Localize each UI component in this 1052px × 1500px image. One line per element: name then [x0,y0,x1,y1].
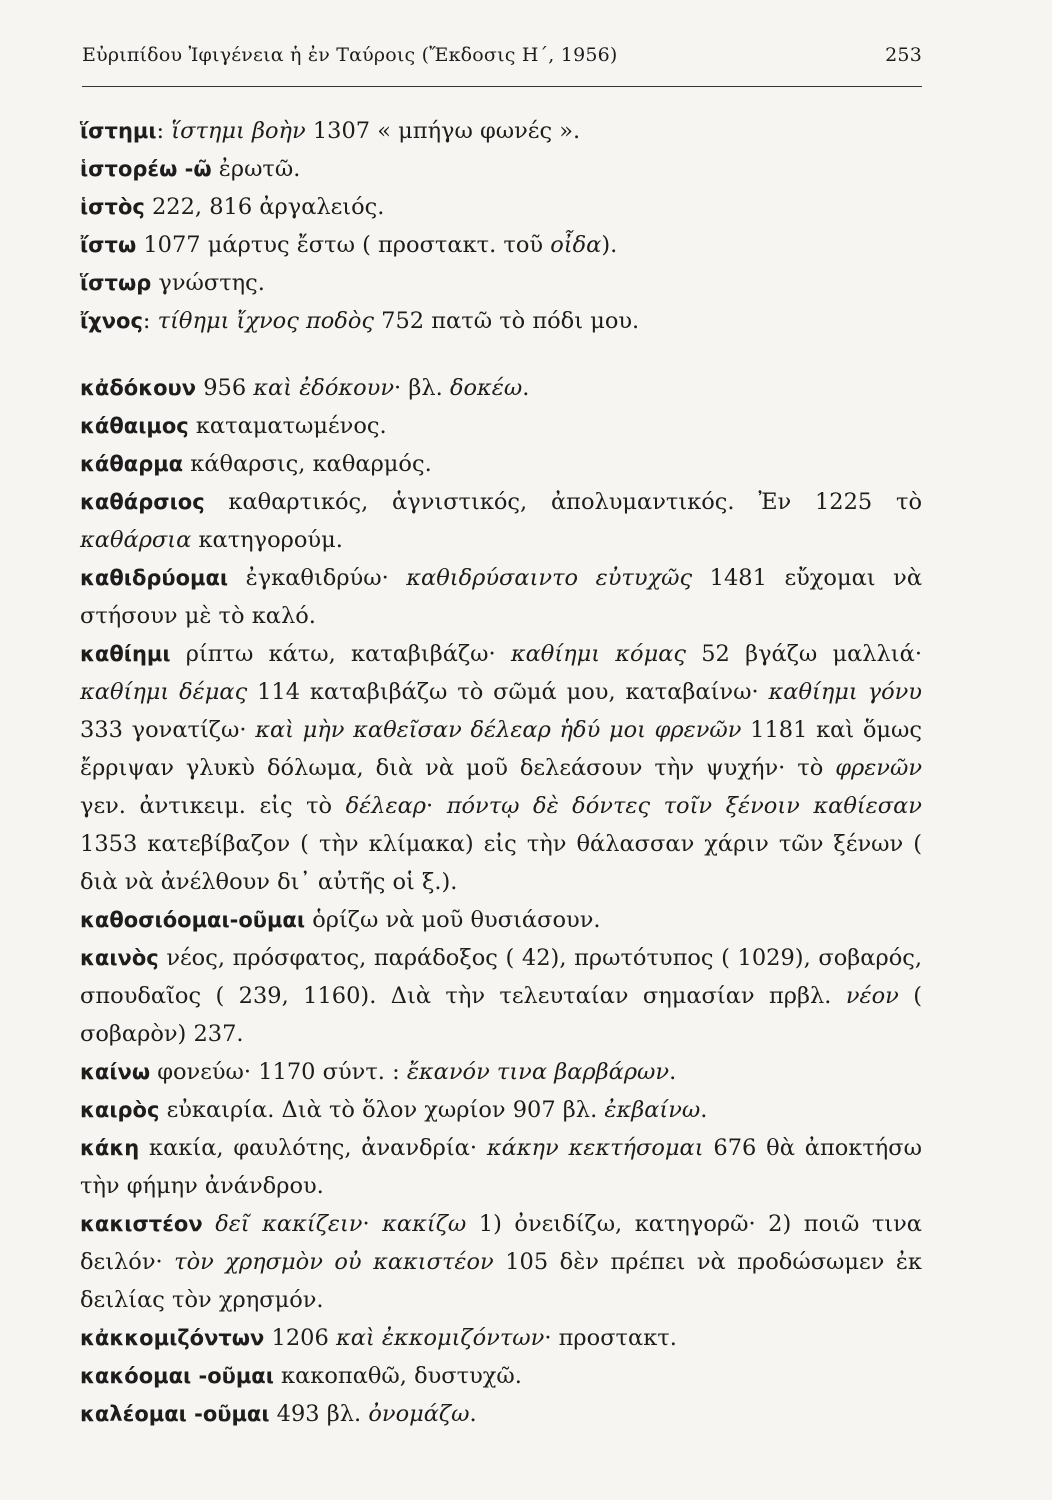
entry-definition: καταματωμένος. [188,413,387,439]
entry-definition: γεν. ἀντικειμ. εἰς τὸ [80,793,346,819]
entry-citation: δοκέω [449,375,523,401]
entry-lemma: ἱστὸς [80,195,145,219]
entry-citation: καὶ μὴν καθεῖσαν δέλεαρ ἡδύ μοι φρενῶν [255,717,742,743]
header-rule [82,86,922,87]
entry-definition: . [469,1401,477,1427]
glossary-entry [80,302,922,340]
entry-definition: κάθαρσις, καθαρμός. [183,451,432,477]
entry-lemma: κακόομαι -οῦμαι [80,1364,274,1388]
entry-definition: : [142,308,158,334]
glossary-entry [80,188,922,226]
entry-citation: ὀνομάζω [368,1401,470,1427]
entry-definition: · [362,1211,383,1237]
entry-citation: καὶ ἐκκομιζόντων [335,1325,545,1351]
entry-citation: καθάρσια [80,527,192,553]
entry-lemma: καθοσιόομαι-οῦμαι [80,908,306,932]
glossary-entry [80,1357,922,1395]
entry-lemma: ἵστωρ [80,271,152,295]
entry-lemma: καιρὸς [80,1098,160,1122]
entry-definition: 52 βγάζω μαλλιά· [686,641,922,667]
entry-citation: νέον [845,983,899,1009]
glossary-entry [80,901,922,939]
entry-definition: 114 καταβιβάζω τὸ σῶμά μου, καταβαίνω· [247,679,769,705]
entry-citation: καθιδρύσαιντο εὐτυχῶς [406,565,693,591]
entry-citation: δεῖ κακίζειν [215,1211,363,1237]
entry-definition: 1) ὀνειδίζω, κατηγορῶ· 2) ποιῶ τινα δειλόν· [80,1211,922,1275]
entry-lemma: καλέομαι -οῦμαι [80,1402,270,1426]
entry-lemma: κἀδόκουν [80,376,197,400]
entry-lemma: ἴχνος [80,309,143,333]
entry-citation: καθίημι δέμας [80,679,248,705]
glossary-entry [80,1395,922,1433]
entry-lemma: ἴστω [80,233,137,257]
entry-lemma: ἱστορέω -ῶ [80,157,212,181]
entry-citation: ἔκανόν τινα βαρβάρων [406,1059,670,1085]
entry-definition: 222, 816 ἀργαλειός. [144,194,385,220]
entry-citation: καθίημι κόμας [510,641,687,667]
glossary-entry [80,226,922,264]
entry-citation: κακίζω [382,1211,467,1237]
entry-citation: οἶδα [550,232,602,258]
page-number: 253 [885,44,922,66]
entry-lemma: κάθαιμος [80,414,189,438]
entry-definition: ἐγκαθιδρύω· [228,565,407,591]
glossary-entry [80,264,922,302]
glossary-entry [80,445,922,483]
entry-definition: · προστακτ. [544,1325,677,1351]
entry-definition: ἐρωτῶ. [211,156,301,182]
glossary-entry [80,150,922,188]
glossary-entry [80,1091,922,1129]
entry-definition: ). [601,232,618,258]
entry-definition: 1481 εὔχομαι νὰ στήσουν μὲ τὸ καλό. [80,565,923,629]
entry-definition: γνώστης. [151,270,265,296]
glossary-entry [80,939,922,1053]
entry-lemma: καθίημι [80,642,171,666]
entry-definition: 1307 « μπήγω φωνές ». [305,118,581,144]
glossary-entries [80,112,922,1433]
glossary-entry [80,1319,922,1357]
entry-citation: φρενῶν [835,755,922,781]
glossary-entry [80,483,922,559]
entry-definition: 333 γονατίζω· [80,717,256,743]
entry-definition: 752 πατῶ τὸ πόδι μου. [374,308,640,334]
entry-lemma: καθιδρύομαι [80,566,229,590]
entry-definition: ( σοβαρὸν) 237. [80,983,922,1047]
entry-definition: κακία, φαυλότης, ἀνανδρία· [139,1135,487,1161]
section-gap [80,340,922,369]
entry-lemma: καινὸς [80,946,159,970]
glossary-entry [80,112,922,150]
entry-lemma: κάθαρμα [80,452,184,476]
glossary-entry [80,1129,922,1205]
entry-definition: εὐκαιρία. Διὰ τὸ ὅλον χωρίον 907 βλ. [159,1097,605,1123]
entry-lemma: κάκη [80,1136,140,1160]
entry-definition: . [700,1097,708,1123]
entry-definition: : [156,118,172,144]
entry-definition: 676 θὰ ἀποκτήσω τὴν φήμην ἀνάνδρου. [80,1135,922,1199]
entry-definition: 1077 μάρτυς ἔστω ( προστακτ. τοῦ [136,232,551,258]
entry-citation: ἐκβαίνω [604,1097,701,1123]
entry-lemma: κακιστέον [80,1212,203,1236]
entry-definition: 1206 [264,1325,336,1351]
entry-lemma: ἵστημι [80,119,157,143]
glossary-entry [80,1205,922,1319]
entry-definition: κατηγορούμ. [191,527,343,553]
entry-citation: πόντῳ δὲ δόντες τοῖν ξένοιν καθίεσαν [446,793,922,819]
entry-definition: ὁρίζω νὰ μοῦ θυσιάσουν. [305,907,601,933]
header-title: Εὐριπίδου Ἰφιγένεια ἡ ἐν Ταύροις (Ἔκδοσις Η΄, 1956) [82,44,618,66]
entry-citation: τίθημι ἴχνος ποδὸς [157,308,375,334]
entry-definition: · βλ. [394,375,450,401]
entry-definition: 105 δὲν πρέπει νὰ προδώσωμεν ἐκ δειλίας τὸν χρησμόν. [80,1249,922,1313]
entry-lemma: καθάρσιος [80,490,205,514]
entry-definition: κακοπαθῶ, δυστυχῶ. [273,1363,522,1389]
entry-definition: καθαρτικός, ἁγνιστικός, ἀπολυμαντικός. Ἐν 1225 τὸ [204,489,922,515]
entry-definition: . [522,375,530,401]
entry-definition: 1353 κατεβίβαζον ( τὴν κλίμακα) εἰς τὴν θάλασσαν χάριν τῶν ξένων ( διὰ νὰ ἀνέλθουν δι᾽ αὐτῆς οἱ ξ.). [80,831,922,895]
entry-definition [203,1211,216,1237]
entry-citation: καὶ ἐδόκουν [253,375,395,401]
entry-definition: 956 [196,375,254,401]
entry-definition: 1181 καὶ ὅμως ἔρριψαν γλυκὺ δόλωμα, διὰ νὰ μοῦ δελεάσουν τὴν ψυχήν· τὸ [80,717,922,781]
entry-lemma: κἀκκομιζόντων [80,1326,265,1350]
glossary-entry [80,559,922,635]
glossary-entry [80,369,922,407]
entry-citation: ἵστημι βοὴν [171,118,306,144]
entry-definition: 493 βλ. [269,1401,369,1427]
glossary-entry [80,1053,922,1091]
entry-definition: . [669,1059,677,1085]
entry-citation: κάκην κεκτήσομαι [486,1135,704,1161]
entry-citation: καθίημι γόνυ [768,679,922,705]
entry-definition: · [426,793,447,819]
glossary-entry [80,407,922,445]
entry-lemma: καίνω [80,1060,151,1084]
running-header [82,44,922,66]
entry-citation: τὸν χρησμὸν οὐ κακιστέον [174,1249,494,1275]
glossary-entry [80,635,922,901]
entry-definition: ρίπτω κάτω, καταβιβάζω· [170,641,511,667]
entry-definition: νέος, πρόσφατος, παράδοξος ( 42), πρωτότυπος ( 1029), σοβαρός, σπουδαῖος ( 239, 1160). Διὰ τὴν τελευταίαν σημασίαν πρβλ. [80,945,922,1009]
entry-citation: δέλεαρ [345,793,426,819]
entry-definition: φονεύω· 1170 σύντ. : [150,1059,407,1085]
